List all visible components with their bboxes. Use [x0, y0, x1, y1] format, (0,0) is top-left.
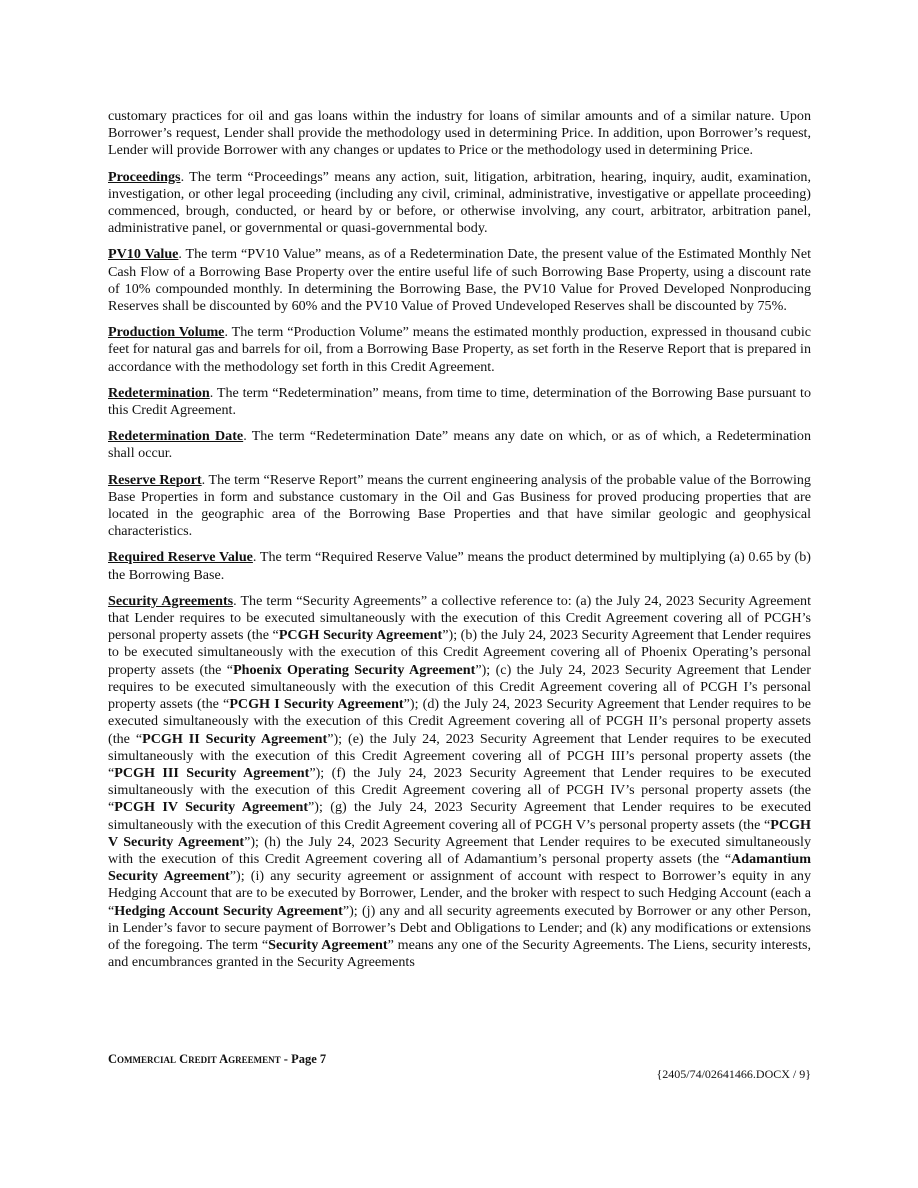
defined-term: Production Volume	[108, 324, 225, 341]
defined-term: Redetermination Date	[108, 428, 244, 445]
defined-subterm: Hedging Account Security Agreement	[114, 902, 343, 919]
definition-text: . The term “Redetermination Date” means any date on which, or as of which, a Redetermination shall occur.	[108, 428, 811, 462]
defined-subterm: Phoenix Operating Security Agreement	[233, 661, 476, 678]
definition-text	[108, 593, 811, 970]
defined-term: Redetermination	[108, 384, 210, 401]
footer-document-id: {2405/74/02641466.DOCX / 9}	[656, 1067, 811, 1081]
definition-text-run: ”); (j) any and all security agreements executed by Borrower or any other Person, in Lender’s favor to secure payment of Borrower’s Debt and Obligations to Lender; and (k) any modifications or extensions of the foregoing. The term “	[108, 902, 811, 953]
definition-text-run: . The term “Security Agreements” a collective reference to: (a) the July 24, 2023 Security Agreement that Lender requires to be executed simultaneously with the execution of this Credit Agreement covering all of PCGH’s personal property assets (the “	[108, 592, 811, 644]
paragraph-price-continued	[108, 108, 811, 160]
defined-subterm: PCGH Security Agreement	[278, 627, 443, 644]
definition-text-run: ”); (d) the July 24, 2023 Security Agreement that Lender requires to be executed simultaneously with the execution of this Credit Agreement covering all of PCGH II’s personal property assets (the “	[108, 696, 811, 747]
defined-term: Required Reserve Value	[108, 549, 253, 566]
definition-text-run: ”); (i) any security agreement or assignment of account with respect to Borrower’s equity in any Hedging Account that are to be executed by Borrower, Lender, and the broker with respect to such Hedging Account (each a “	[108, 868, 811, 919]
definition-text-run: ”); (f) the July 24, 2023 Security Agreement that Lender requires to be executed simultaneously with the execution of this Credit Agreement covering all of PCGH IV’s personal property assets (the “	[108, 764, 812, 816]
definition-text-run: ” means any one of the Security Agreements. The Liens, security interests, and encumbrances granted in the Security Agreements	[108, 936, 811, 971]
definition-text: . The term “PV10 Value” means, as of a Redetermination Date, the present value of the Estimated Monthly Net Cash Flow of a Borrowing Base Property over the entire useful life of such Borrowing Base Property, using a discount rate of 10% compounded monthly. In determining the Borrowing Base, the PV10 Value for Proved Developed Nonproducing Reserves shall be discounted by 60% and the PV10 Value of Proved Undeveloped Reserves shall be discounted by 75%.	[108, 246, 811, 315]
defined-term: PV10 Value	[108, 246, 179, 263]
definition-text: . The term “Redetermination” means, from time to time, determination of the Borrowing Base pursuant to this Credit Agreement.	[108, 384, 811, 419]
definition-required-reserve-value	[108, 549, 811, 583]
defined-term: Security Agreements	[108, 592, 234, 609]
footer-page-number: - Page 7	[280, 1052, 327, 1066]
definition-text-run: ”); (g) the July 24, 2023 Security Agreement that Lender requires to be executed simultaneously with the execution of this Credit Agreement covering all of PCGH V’s personal property assets (the “	[108, 799, 811, 833]
definition-text: . The term “Reserve Report” means the current engineering analysis of the probable value of the Borrowing Base Properties in form and substance customary in the Oil and Gas Business for proved producing properties that are located in the geographic area of the Borrowing Base Properties and that have similar geologic and geophysical characteristics.	[108, 471, 811, 540]
definition-redetermination	[108, 385, 811, 419]
defined-subterm: PCGH I Security Agreement	[229, 696, 404, 713]
defined-subterm: PCGH II Security Agreement	[142, 730, 328, 747]
defined-term: Reserve Report	[108, 471, 202, 488]
definition-text: . The term “Proceedings” means any action, suit, litigation, arbitration, hearing, inquiry, audit, examination, investigation, or other legal proceeding (including any civil, criminal, administrative, investigative or appellate proceeding) commenced, brough, conducted, or heard by or before, or otherwise involving, any court, arbitrator, arbitration panel, administrative panel, or governmental or quasi-governmental body.	[108, 168, 811, 237]
defined-subterm: PCGH IV Security Agreement	[114, 799, 309, 816]
footer-document-title: Commercial Credit Agreement	[108, 1052, 281, 1066]
defined-subterm: PCGH V Security Agreement	[108, 816, 811, 850]
defined-term: Proceedings	[108, 168, 181, 185]
definition-redetermination-date	[108, 428, 811, 462]
definition-text: . The term “Required Reserve Value” means the product determined by multiplying (a) 0.65 by (b) the Borrowing Base.	[108, 549, 811, 583]
definition-text-run: ”); (b) the July 24, 2023 Security Agreement that Lender requires to be executed simultaneously with the execution of this Credit Agreement covering all of Phoenix Operating’s personal property assets (the “	[108, 627, 811, 678]
defined-subterm: PCGH III Security Agreement	[114, 764, 310, 781]
paragraph-text: customary practices for oil and gas loans within the industry for loans of similar amounts and of a similar nature. Upon Borrower’s request, Lender shall provide the methodology used in determining Price. In addition, upon Borrower’s request, Lender will provide Borrower with any changes or updates to Price or the methodology used in determining Price.	[108, 108, 811, 159]
definition-security-agreements	[108, 593, 811, 971]
defined-subterm: Security Agreement	[268, 936, 388, 953]
definition-text-run: ”); (c) the July 24, 2023 Security Agreement that Lender requires to be executed simultaneously with the execution of this Credit Agreement covering all of PCGH I’s personal property assets (the “	[108, 661, 811, 713]
definition-production-volume	[108, 324, 811, 376]
definition-text: . The term “Production Volume” means the estimated monthly production, expressed in thousand cubic feet for natural gas and barrels for oil, from a Borrowing Base Property, as set forth in the Reserve Report that is prepared in accordance with the methodology set forth in this Credit Agreement.	[108, 324, 811, 375]
definition-text-run: ”); (h) the July 24, 2023 Security Agreement that Lender requires to be executed simultaneously with the execution of this Credit Agreement covering all of Adamantium’s personal property assets (the “	[108, 833, 811, 867]
definition-reserve-report	[108, 472, 811, 541]
document-body	[108, 108, 811, 980]
definition-proceedings	[108, 169, 811, 238]
definition-pv10-value	[108, 246, 811, 315]
defined-subterm: Adamantium Security Agreement	[108, 850, 811, 885]
definition-text-run: ”); (e) the July 24, 2023 Security Agreement that Lender requires to be executed simultaneously with the execution of this Credit Agreement covering all of PCGH III’s personal property assets (the “	[108, 730, 811, 781]
footer-page-label	[108, 1052, 326, 1067]
